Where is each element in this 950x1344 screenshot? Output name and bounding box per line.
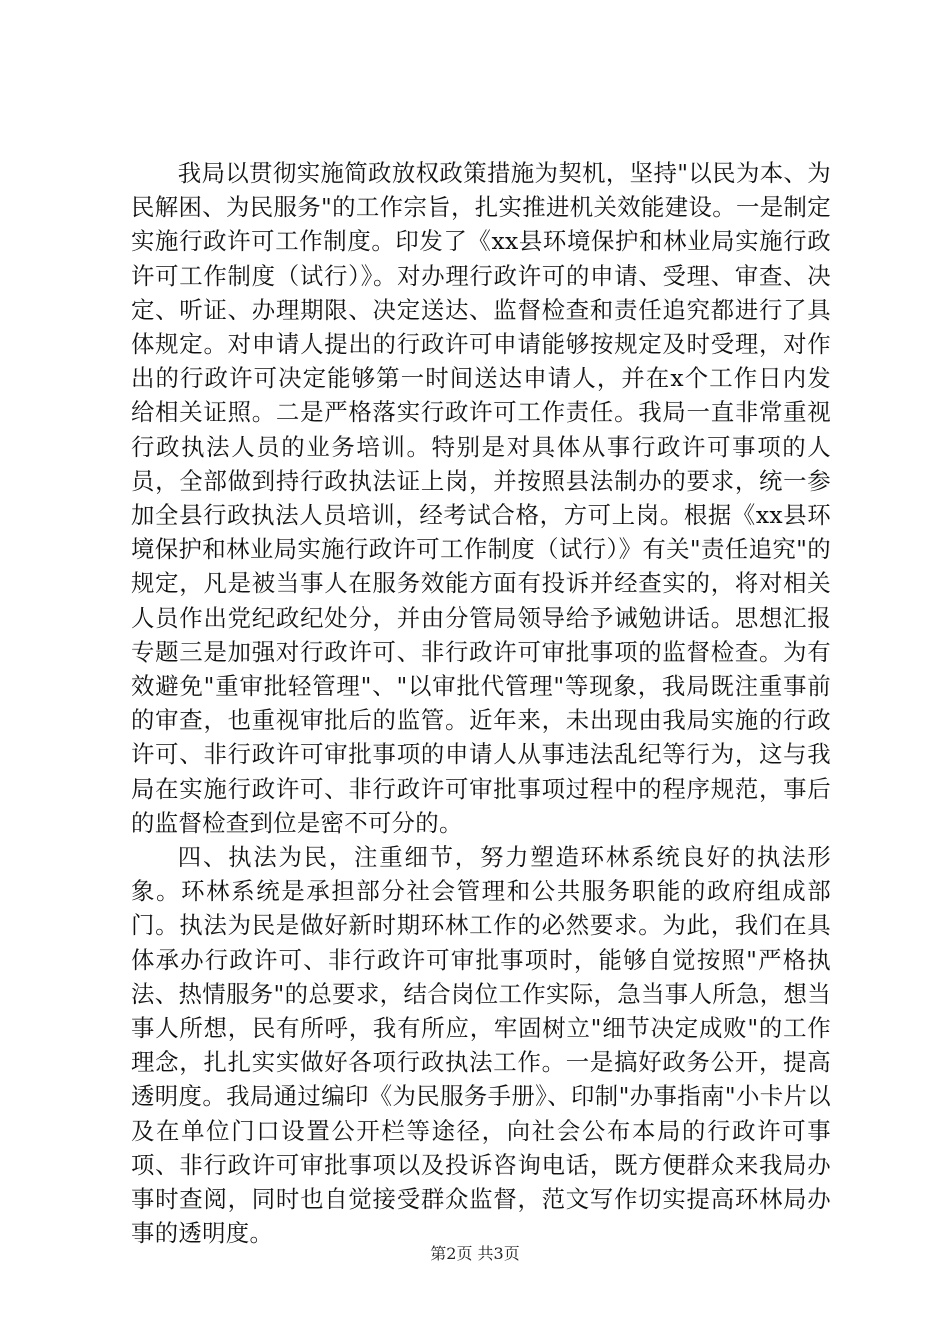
document-body [131,156,831,1251]
paragraph-2: 四、执法为民，注重细节，努力塑造环林系统良好的执法形象。环林系统是承担部分社会管理和公共服务职能的政府组成部门。执法为民是做好新时期环林工作的必然要求。为此，我们在具体承办行政许可、非行政许可审批事项时，能够自觉按照"严格执法、热情服务"的总要求，结合岗位工作实际，急当事人所急，想当事人所想，民有所呼，我有所应，牢固树立"细节决定成败"的工作理念，扎扎实实做好各项行政执法工作。一是搞好政务公开，提高透明度。我局通过编印《为民服务手册》、印制"办事指南"小卡片以及在单位门口设置公开栏等途径，向社会公布本局的行政许可事项、非行政许可审批事项以及投诉咨询电话，既方便群众来我局办事时查阅，同时也自觉接受群众监督，范文写作切实提高环林局办事的透明度。 [131,843,831,1248]
paragraph-1: 我局以贯彻实施简政放权政策措施为契机，坚持"以民为本、为民解困、为民服务"的工作宗旨，扎实推进机关效能建设。一是制定实施行政许可工作制度。印发了《xx县环境保护和林业局实施行政许可工作制度（试行）》。对办理行政许可的申请、受理、审查、决定、听证、办理期限、决定送达、监督检查和责任追究都进行了具体规定。对申请人提出的行政许可申请能够按规定及时受理，对作出的行政许可决定能够第一时间送达申请人，并在x个工作日内发给相关证照。二是严格落实行政许可工作责任。我局一直非常重视行政执法人员的业务培训。特别是对具体从事行政许可事项的人员，全部做到持行政执法证上岗，并按照县法制办的要求，统一参加全县行政执法人员培训，经考试合格，方可上岗。根据《xx县环境保护和林业局实施行政许可工作制度（试行）》有关"责任追究"的规定，凡是被当事人在服务效能方面有投诉并经查实的，将对相关人员作出党纪政纪处分，并由分管局领导给予诫勉讲话。思想汇报专题三是加强对行政许可、非行政许可审批事项的监督检查。为有效避免"重审批轻管理"、"以审批代管理"等现象，我局既注重事前的审查，也重视审批后的监管。近年来，未出现由我局实施的行政许可、非行政许可审批事项的申请人从事违法乱纪等行为，这与我局在实施行政许可、非行政许可审批事项过程中的程序规范，事后的监督检查到位是密不可分的。 [131,159,831,837]
page-number-footer: 第2页 共3页 [430,1244,520,1263]
